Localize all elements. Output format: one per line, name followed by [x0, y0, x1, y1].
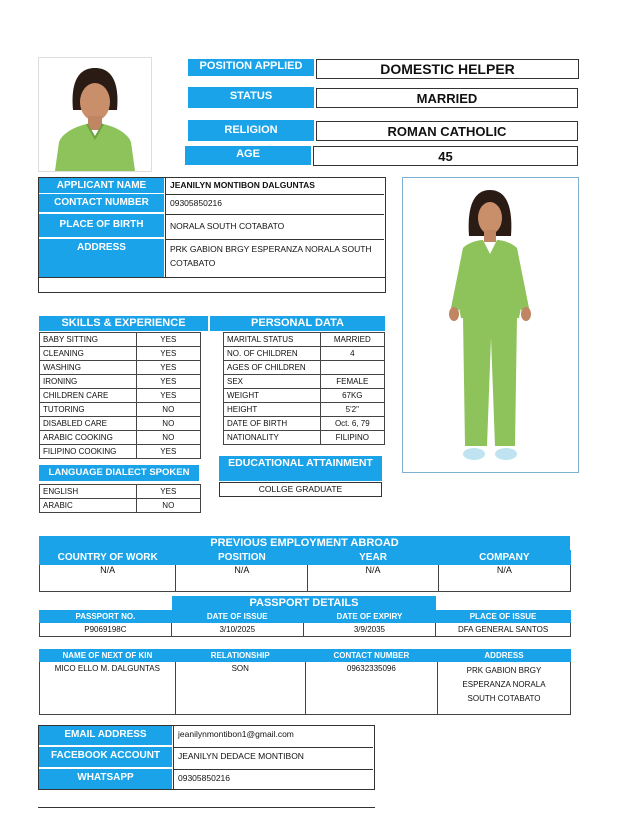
passport-cell: P9069198C	[40, 623, 172, 637]
skill-row	[40, 333, 201, 347]
language-row	[40, 499, 201, 513]
personal-row	[224, 403, 385, 417]
kin-name: MICO ELLO M. DALGUNTAS	[40, 662, 176, 715]
kin-address-line: PRK GABION BRGY	[466, 666, 542, 675]
kin-header: ADDRESS	[437, 650, 570, 662]
birthplace-label: PLACE OF BIRTH	[39, 214, 164, 237]
skill-row-value: NO	[136, 417, 200, 431]
personal-row-value: 67KG	[320, 389, 384, 403]
personal-row-label: NO. OF CHILDREN	[224, 347, 321, 361]
whatsapp-label: WHATSAPP	[39, 769, 172, 789]
passport-header: PASSPORT NO.	[40, 611, 172, 623]
employment-header: COUNTRY OF WORK	[40, 551, 176, 565]
passport-table	[39, 610, 571, 637]
status-value: MARRIED	[316, 88, 578, 108]
kin-contact: 09632335096	[305, 662, 437, 715]
applicant-divider	[38, 277, 386, 278]
skill-row-value: NO	[136, 431, 200, 445]
kin-relationship: SON	[175, 662, 305, 715]
skill-row	[40, 403, 201, 417]
personal-row-label: WEIGHT	[224, 389, 321, 403]
personal-row-label: HEIGHT	[224, 403, 321, 417]
passport-title: PASSPORT DETAILS	[172, 596, 436, 610]
kin-header: NAME OF NEXT OF KIN	[40, 650, 176, 662]
language-row-label: ENGLISH	[40, 485, 137, 499]
personal-row-value: FILIPINO	[320, 431, 384, 445]
language-row-value: NO	[136, 499, 200, 513]
personal-data-title: PERSONAL DATA	[210, 316, 385, 331]
skill-row	[40, 375, 201, 389]
kin-address-line: ESPERANZA NORALA	[462, 680, 546, 689]
skill-row-label: IRONING	[40, 375, 137, 389]
skill-row-value: YES	[136, 361, 200, 375]
personal-row-value: MARRIED	[320, 333, 384, 347]
next-of-kin-table	[39, 649, 571, 715]
passport-cell: DFA GENERAL SANTOS	[436, 623, 571, 637]
skill-row-value: YES	[136, 389, 200, 403]
personal-row	[224, 375, 385, 389]
personal-row-label: AGES OF CHILDREN	[224, 361, 321, 375]
skill-row-label: FILIPINO COOKING	[40, 445, 137, 459]
position-value: DOMESTIC HELPER	[316, 59, 579, 79]
skill-row-value: YES	[136, 347, 200, 361]
skill-row-label: DISABLED CARE	[40, 417, 137, 431]
skill-row	[40, 347, 201, 361]
employment-title: PREVIOUS EMPLOYMENT ABROAD	[39, 536, 570, 550]
contact-number-label: CONTACT NUMBER	[39, 194, 164, 212]
employment-cell: N/A	[176, 565, 308, 592]
whatsapp-value: 09305850216	[174, 769, 373, 789]
language-row	[40, 485, 201, 499]
personal-row-value: 5'2"	[320, 403, 384, 417]
personal-row	[224, 417, 385, 431]
contact-number-value: 09305850216	[166, 194, 384, 212]
personal-row-value: 4	[320, 347, 384, 361]
employment-header: COMPANY	[438, 551, 570, 565]
personal-row-value	[320, 361, 384, 375]
personal-row-label: MARITAL STATUS	[224, 333, 321, 347]
applicant-col-divider	[165, 178, 166, 277]
kin-header: CONTACT NUMBER	[305, 650, 437, 662]
portrait-photo	[38, 57, 152, 172]
skill-row-label: CLEANING	[40, 347, 137, 361]
employment-header: POSITION	[176, 551, 308, 565]
personal-row	[224, 361, 385, 375]
language-title: LANGUAGE DIALECT SPOKEN	[39, 465, 199, 481]
personal-data-table	[223, 332, 385, 445]
position-label: POSITION APPLIED	[188, 59, 314, 76]
facebook-value: JEANILYN DEDACE MONTIBON	[174, 747, 373, 767]
skill-row-label: CHILDREN CARE	[40, 389, 137, 403]
religion-label: RELIGION	[188, 120, 314, 141]
contacts-col-divider	[173, 726, 174, 789]
birthplace-value: NORALA SOUTH COTABATO	[166, 214, 384, 238]
skill-row-label: TUTORING	[40, 403, 137, 417]
education-value: COLLGE GRADUATE	[219, 482, 382, 497]
kin-header: RELATIONSHIP	[175, 650, 305, 662]
personal-row	[224, 389, 385, 403]
facebook-label: FACEBOOK ACCOUNT	[39, 747, 172, 767]
passport-header: DATE OF EXPIRY	[303, 611, 435, 623]
personal-row-label: DATE OF BIRTH	[224, 417, 321, 431]
skill-row-value: YES	[136, 375, 200, 389]
skills-title: SKILLS & EXPERIENCE	[39, 316, 208, 331]
age-value: 45	[313, 146, 578, 166]
employment-cell: N/A	[40, 565, 176, 592]
personal-row-value: Oct. 6, 79	[320, 417, 384, 431]
applicant-name-value: JEANILYN MONTIBON DALGUNTAS	[166, 178, 384, 193]
employment-cell: N/A	[438, 565, 570, 592]
full-body-photo	[402, 177, 579, 473]
language-table	[39, 484, 201, 513]
email-label: EMAIL ADDRESS	[39, 726, 172, 745]
personal-row-label: SEX	[224, 375, 321, 389]
email-value: jeanilynmontibon1@gmail.com	[174, 726, 373, 745]
skill-row	[40, 361, 201, 375]
passport-header: PLACE OF ISSUE	[436, 611, 571, 623]
skill-row	[40, 417, 201, 431]
kin-address	[437, 662, 570, 715]
skill-row-label: BABY SITTING	[40, 333, 137, 347]
skill-row-label: WASHING	[40, 361, 137, 375]
skill-row-value: YES	[136, 445, 200, 459]
personal-row-value: FEMALE	[320, 375, 384, 389]
skills-table	[39, 332, 201, 459]
passport-cell: 3/9/2035	[303, 623, 435, 637]
applicant-name-label: APPLICANT NAME	[39, 178, 164, 193]
passport-cell: 3/10/2025	[171, 623, 303, 637]
skill-row	[40, 431, 201, 445]
employment-table	[39, 550, 571, 592]
address-label: ADDRESS	[39, 239, 164, 277]
status-label: STATUS	[188, 87, 314, 108]
employment-cell: N/A	[308, 565, 438, 592]
passport-header: DATE OF ISSUE	[171, 611, 303, 623]
personal-row	[224, 431, 385, 445]
personal-row	[224, 333, 385, 347]
personal-row-label: NATIONALITY	[224, 431, 321, 445]
language-row-label: ARABIC	[40, 499, 137, 513]
education-title: EDUCATIONAL ATTAINMENT	[219, 456, 382, 481]
skill-row-value: NO	[136, 403, 200, 417]
personal-row	[224, 347, 385, 361]
skill-row-value: YES	[136, 333, 200, 347]
skill-row-label: ARABIC COOKING	[40, 431, 137, 445]
kin-address-line: SOUTH COTABATO	[467, 694, 541, 703]
skill-row	[40, 445, 201, 459]
age-label: AGE	[185, 146, 311, 165]
employment-header: YEAR	[308, 551, 438, 565]
language-row-value: YES	[136, 485, 200, 499]
address-value: PRK GABION BRGY ESPERANZA NORALA SOUTH COTABATO	[166, 239, 384, 277]
skill-row	[40, 389, 201, 403]
bottom-rule	[38, 807, 375, 808]
religion-value: ROMAN CATHOLIC	[316, 121, 578, 141]
